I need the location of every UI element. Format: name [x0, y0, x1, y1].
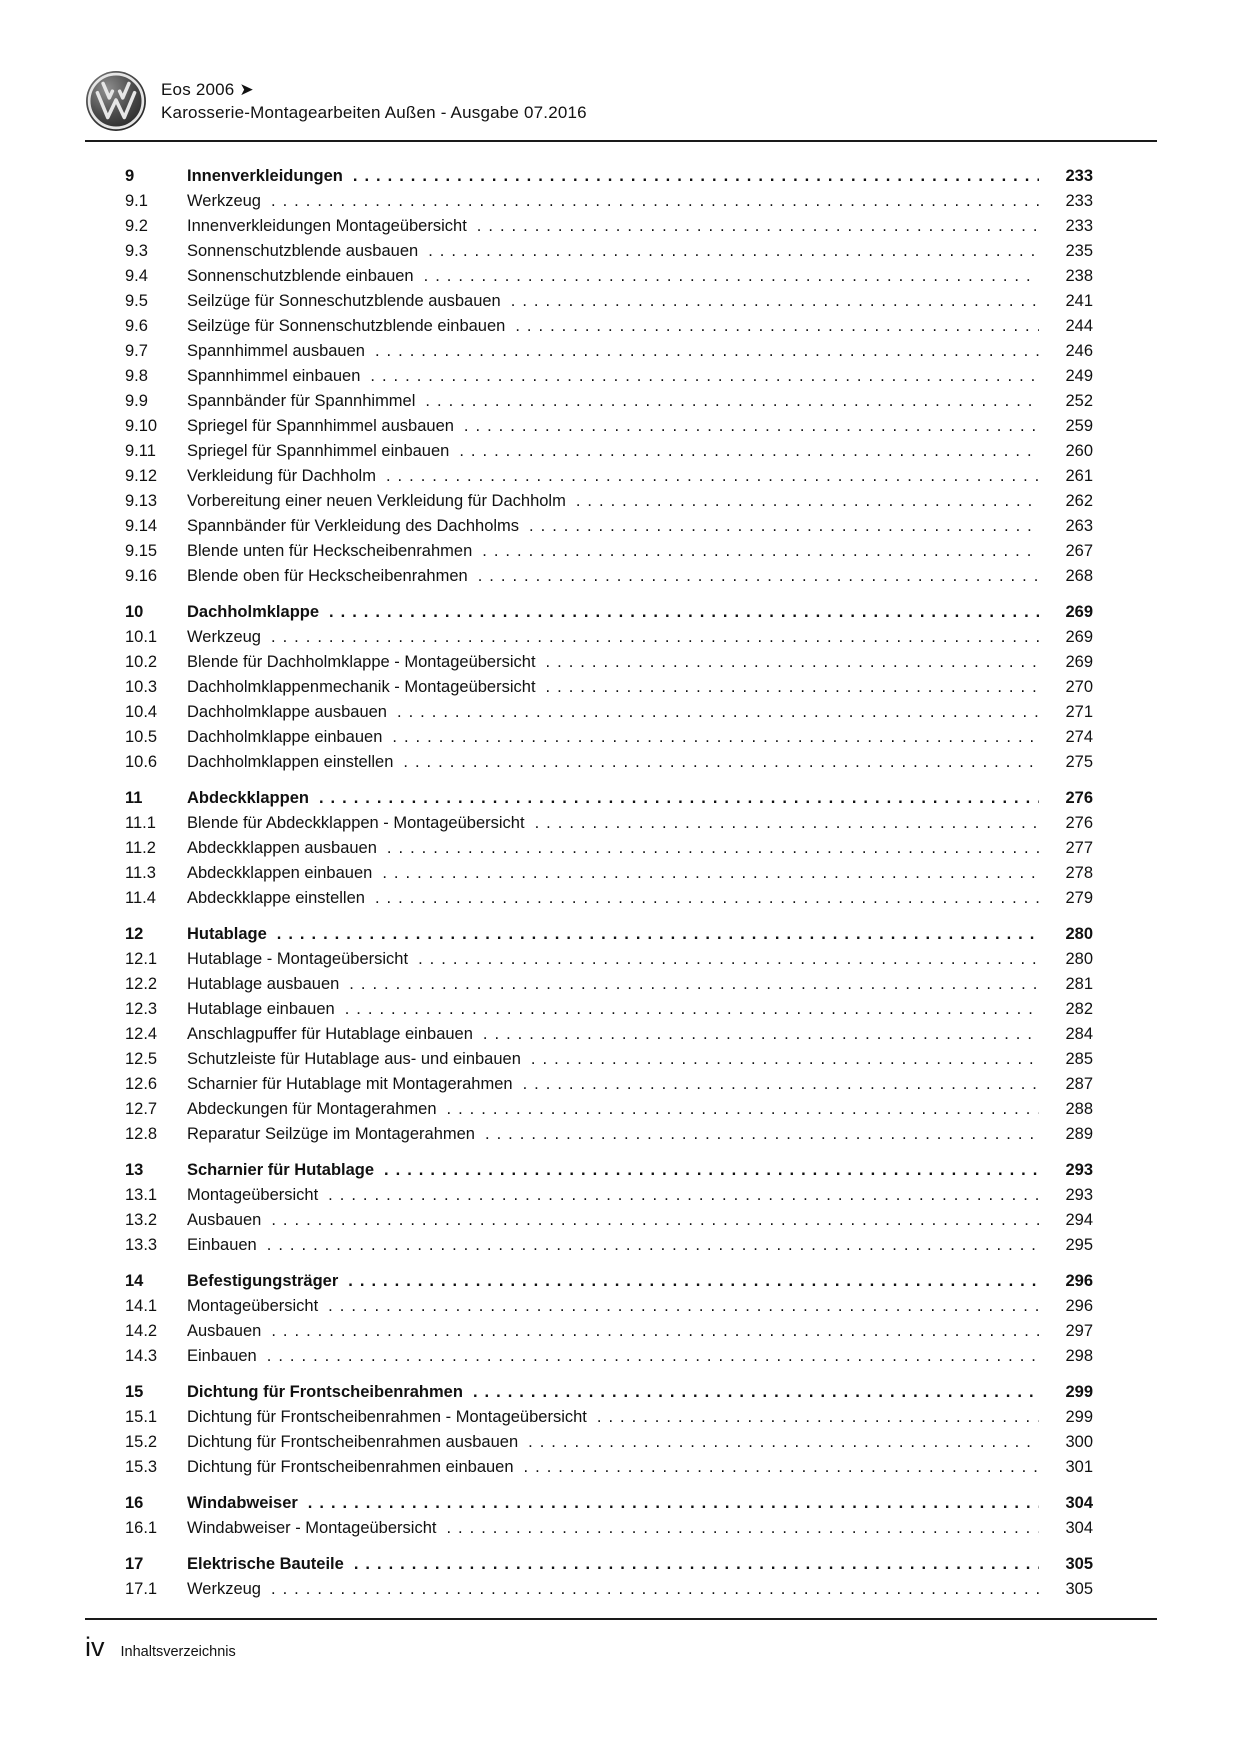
- toc-entry-number: 12.5: [125, 1050, 158, 1068]
- toc-dot-leader: [464, 414, 1039, 439]
- toc-entry-number: 12.3: [125, 1000, 158, 1018]
- toc-entry-title: Dachholmklappe einbauen: [187, 728, 383, 746]
- toc-dot-leader: [375, 339, 1039, 364]
- toc-row: [125, 314, 1093, 339]
- toc-row: [125, 1233, 1093, 1258]
- toc-dot-leader: [348, 1269, 1039, 1294]
- toc-entry-number: 12.4: [125, 1025, 158, 1043]
- footer-divider: [85, 1618, 1157, 1620]
- toc-dot-leader: [271, 1319, 1039, 1344]
- document-page: [85, 72, 1157, 1663]
- toc-entry-title: Spriegel für Spannhimmel ausbauen: [187, 417, 454, 435]
- toc-entry-number: 9.16: [125, 567, 158, 585]
- toc-dot-leader: [386, 464, 1039, 489]
- toc-row: [125, 564, 1093, 589]
- toc-entry-title: Scharnier für Hutablage: [187, 1161, 375, 1179]
- toc-dot-leader: [446, 1516, 1039, 1541]
- toc-entry-number: 14.2: [125, 1322, 158, 1340]
- toc-entry-number: 13.1: [125, 1186, 158, 1204]
- toc-entry-page: 294: [1065, 1211, 1093, 1229]
- toc-entry-title: Seilzüge für Sonneschutzblende ausbauen: [187, 292, 501, 310]
- toc-dot-leader: [576, 489, 1039, 514]
- toc-entry-title: Anschlagpuffer für Hutablage einbauen: [187, 1025, 473, 1043]
- toc-row: [125, 675, 1093, 700]
- toc-dot-leader: [375, 886, 1039, 911]
- toc-entry-page: 282: [1065, 1000, 1093, 1018]
- toc-entry-number: 9.7: [125, 342, 148, 360]
- toc-entry-number: 9.4: [125, 267, 148, 285]
- model-line: Eos 2006 ➤: [161, 80, 254, 99]
- toc-entry-title: Abdeckklappen einbauen: [187, 864, 373, 882]
- toc-dot-leader: [384, 1158, 1039, 1183]
- toc-entry-title: Seilzüge für Sonnenschutzblende einbauen: [187, 317, 506, 335]
- toc-entry-page: 267: [1065, 542, 1093, 560]
- toc-row: [125, 214, 1093, 239]
- toc-entry-page: 262: [1065, 492, 1093, 510]
- toc-row: [125, 836, 1093, 861]
- toc-entry-title: Ausbauen: [187, 1211, 262, 1229]
- toc-entry-title: Innenverkleidungen Montageübersicht: [187, 217, 467, 235]
- header-text: [161, 72, 587, 125]
- toc-entry-number: 12.1: [125, 950, 158, 968]
- toc-dot-leader: [267, 1233, 1039, 1258]
- toc-dot-leader: [528, 1430, 1039, 1455]
- toc-entry-title: Hutablage - Montageübersicht: [187, 950, 409, 968]
- toc-entry-page: 233: [1065, 217, 1093, 235]
- toc-entry-number: 9.11: [125, 442, 156, 460]
- toc-row: [125, 861, 1093, 886]
- toc-entry-title: Blende für Dachholmklappe - Montageübersicht: [187, 653, 536, 671]
- toc-dot-leader: [473, 1380, 1039, 1405]
- toc-row: [125, 1491, 1093, 1516]
- toc-entry-page: 276: [1065, 814, 1093, 832]
- toc-row: [125, 1022, 1093, 1047]
- toc-entry-page: 297: [1065, 1322, 1093, 1340]
- toc-dot-leader: [387, 836, 1039, 861]
- page-footer: [85, 1632, 1157, 1663]
- toc-entry-title: Dichtung für Frontscheibenrahmen - Montageübersicht: [187, 1408, 587, 1426]
- toc-entry-page: 299: [1065, 1408, 1093, 1426]
- toc-entry-page: 287: [1065, 1075, 1093, 1093]
- toc-entry-page: 244: [1065, 317, 1093, 335]
- toc-row: [125, 289, 1093, 314]
- toc-entry-page: 304: [1065, 1494, 1093, 1512]
- toc-dot-leader: [428, 239, 1039, 264]
- toc-dot-leader: [267, 1344, 1039, 1369]
- toc-row: [125, 922, 1093, 947]
- toc-entry-title: Spriegel für Spannhimmel einbauen: [187, 442, 450, 460]
- toc-row: [125, 414, 1093, 439]
- toc-row: [125, 1097, 1093, 1122]
- toc-entry-number: 13.3: [125, 1236, 158, 1254]
- toc-entry-title: Sonnenschutzblende einbauen: [187, 267, 414, 285]
- toc-row: [125, 1430, 1093, 1455]
- toc-entry-title: Vorbereitung einer neuen Verkleidung für Dachholm: [187, 492, 566, 510]
- toc-entry-page: 252: [1065, 392, 1093, 410]
- toc-entry-title: Einbauen: [187, 1347, 257, 1365]
- toc-entry-number: 9.15: [125, 542, 158, 560]
- toc-entry-page: 298: [1065, 1347, 1093, 1365]
- toc-entry-title: Innenverkleidungen: [187, 167, 343, 185]
- toc-entry-number: 17.1: [125, 1580, 158, 1598]
- toc-row: [125, 600, 1093, 625]
- toc-entry-number: 13: [125, 1161, 144, 1179]
- toc-row: [125, 725, 1093, 750]
- toc-entry-page: 300: [1065, 1433, 1093, 1451]
- toc-row: [125, 886, 1093, 911]
- toc-entry-title: Reparatur Seilzüge im Montagerahmen: [187, 1125, 475, 1143]
- toc-dot-leader: [597, 1405, 1039, 1430]
- toc-entry-title: Befestigungsträger: [187, 1272, 339, 1290]
- toc-dot-leader: [271, 1577, 1039, 1602]
- toc-entry-number: 16: [125, 1494, 144, 1512]
- toc-entry-page: 276: [1065, 789, 1093, 807]
- toc-dot-leader: [349, 972, 1039, 997]
- toc-row: [125, 264, 1093, 289]
- toc-entry-title: Ausbauen: [187, 1322, 262, 1340]
- toc-dot-leader: [271, 625, 1039, 650]
- toc-entry-title: Dichtung für Frontscheibenrahmen: [187, 1383, 463, 1401]
- toc-entry-page: 295: [1065, 1236, 1093, 1254]
- toc-row: [125, 1158, 1093, 1183]
- toc-entry-title: Scharnier für Hutablage mit Montagerahmen: [187, 1075, 513, 1093]
- toc-dot-leader: [319, 786, 1039, 811]
- toc-row: [125, 750, 1093, 775]
- toc-entry-number: 12.8: [125, 1125, 158, 1143]
- toc-entry-title: Hutablage einbauen: [187, 1000, 335, 1018]
- toc-entry-title: Sonnenschutzblende ausbauen: [187, 242, 419, 260]
- toc-dot-leader: [328, 1294, 1039, 1319]
- toc-dot-leader: [524, 1455, 1039, 1480]
- vw-logo-icon: [85, 70, 147, 132]
- toc-entry-number: 9.6: [125, 317, 148, 335]
- toc-entry-number: 15.1: [125, 1408, 158, 1426]
- toc-dot-leader: [483, 1022, 1039, 1047]
- toc-entry-page: 296: [1065, 1272, 1093, 1290]
- toc-entry-page: 304: [1065, 1519, 1093, 1537]
- toc-row: [125, 947, 1093, 972]
- toc-entry-number: 10.2: [125, 653, 158, 671]
- toc-entry-number: 9: [125, 167, 135, 185]
- toc-dot-leader: [482, 539, 1039, 564]
- toc-entry-title: Werkzeug: [187, 1580, 261, 1598]
- toc-entry-title: Blende oben für Heckscheibenrahmen: [187, 567, 468, 585]
- toc-entry-number: 14.3: [125, 1347, 158, 1365]
- toc-dot-leader: [345, 997, 1039, 1022]
- toc-dot-leader: [271, 189, 1039, 214]
- toc-dot-leader: [447, 1097, 1040, 1122]
- toc: [85, 164, 1157, 1602]
- toc-dot-leader: [353, 164, 1039, 189]
- toc-row: [125, 1552, 1093, 1577]
- toc-entry-page: 305: [1065, 1580, 1093, 1598]
- toc-row: [125, 339, 1093, 364]
- toc-entry-title: Einbauen: [187, 1236, 257, 1254]
- toc-entry-page: 233: [1065, 192, 1093, 210]
- toc-row: [125, 1122, 1093, 1147]
- toc-entry-title: Werkzeug: [187, 628, 261, 646]
- toc-dot-leader: [459, 439, 1039, 464]
- toc-entry-page: 293: [1065, 1161, 1093, 1179]
- toc-entry-number: 9.10: [125, 417, 158, 435]
- toc-entry-page: 269: [1065, 628, 1093, 646]
- toc-entry-page: 289: [1065, 1125, 1093, 1143]
- toc-row: [125, 1047, 1093, 1072]
- toc-dot-leader: [477, 214, 1039, 239]
- toc-entry-number: 11.3: [125, 864, 156, 882]
- toc-row: [125, 1269, 1093, 1294]
- toc-entry-page: 280: [1065, 950, 1093, 968]
- toc-entry-title: Abdeckklappen ausbauen: [187, 839, 377, 857]
- toc-dot-leader: [329, 600, 1039, 625]
- toc-entry-number: 10.5: [125, 728, 158, 746]
- toc-entry-title: Abdeckungen für Montagerahmen: [187, 1100, 437, 1118]
- toc-row: [125, 1183, 1093, 1208]
- toc-entry-number: 9.1: [125, 192, 148, 210]
- page-header: [85, 72, 1157, 132]
- toc-entry-title: Dachholmklappe: [187, 603, 320, 621]
- toc-dot-leader: [397, 700, 1039, 725]
- toc-entry-number: 12.2: [125, 975, 158, 993]
- toc-entry-title: Blende für Abdeckklappen - Montageübersicht: [187, 814, 525, 832]
- toc-entry-number: 15.3: [125, 1458, 158, 1476]
- toc-entry-number: 9.12: [125, 467, 158, 485]
- toc-entry-title: Windabweiser - Montageübersicht: [187, 1519, 437, 1537]
- toc-entry-page: 271: [1065, 703, 1093, 721]
- toc-row: [125, 972, 1093, 997]
- toc-entry-number: 10.1: [125, 628, 158, 646]
- toc-row: [125, 364, 1093, 389]
- toc-entry-page: 293: [1065, 1186, 1093, 1204]
- toc-entry-page: 270: [1065, 678, 1093, 696]
- toc-entry-number: 14.1: [125, 1297, 158, 1315]
- toc-entry-title: Spannbänder für Spannhimmel: [187, 392, 416, 410]
- toc-entry-number: 9.5: [125, 292, 148, 310]
- footer-page-number: iv: [85, 1632, 105, 1662]
- toc-entry-page: 268: [1065, 567, 1093, 585]
- toc-dot-leader: [511, 289, 1039, 314]
- toc-row: [125, 164, 1093, 189]
- toc-entry-title: Dichtung für Frontscheibenrahmen ausbauen: [187, 1433, 519, 1451]
- toc-dot-leader: [328, 1183, 1039, 1208]
- toc-entry-page: 299: [1065, 1383, 1093, 1401]
- toc-row: [125, 650, 1093, 675]
- toc-entry-page: 285: [1065, 1050, 1093, 1068]
- toc-entry-page: 288: [1065, 1100, 1093, 1118]
- toc-entry-page: 284: [1065, 1025, 1093, 1043]
- toc-dot-leader: [370, 364, 1039, 389]
- toc-entry-page: 261: [1065, 467, 1093, 485]
- toc-entry-title: Verkleidung für Dachholm: [187, 467, 376, 485]
- toc-row: [125, 439, 1093, 464]
- toc-dot-leader: [546, 650, 1039, 675]
- toc-entry-number: 11.1: [125, 814, 156, 832]
- toc-dot-leader: [425, 389, 1039, 414]
- toc-row: [125, 189, 1093, 214]
- toc-entry-page: 259: [1065, 417, 1093, 435]
- toc-entry-title: Hutablage ausbauen: [187, 975, 340, 993]
- toc-row: [125, 389, 1093, 414]
- toc-row: [125, 811, 1093, 836]
- toc-entry-page: 260: [1065, 442, 1093, 460]
- toc-row: [125, 1208, 1093, 1233]
- toc-dot-leader: [418, 947, 1039, 972]
- toc-entry-number: 9.13: [125, 492, 158, 510]
- toc-dot-leader: [277, 922, 1039, 947]
- toc-entry-page: 241: [1065, 292, 1093, 310]
- toc-entry-title: Blende unten für Heckscheibenrahmen: [187, 542, 473, 560]
- toc-entry-title: Abdeckklappen: [187, 789, 309, 807]
- toc-entry-title: Werkzeug: [187, 192, 261, 210]
- toc-row: [125, 625, 1093, 650]
- toc-entry-page: 238: [1065, 267, 1093, 285]
- toc-entry-number: 10.4: [125, 703, 158, 721]
- toc-entry-page: 235: [1065, 242, 1093, 260]
- toc-dot-leader: [531, 1047, 1039, 1072]
- toc-row: [125, 1405, 1093, 1430]
- toc-entry-page: 249: [1065, 367, 1093, 385]
- toc-row: [125, 700, 1093, 725]
- toc-entry-number: 16.1: [125, 1519, 158, 1537]
- toc-entry-page: 280: [1065, 925, 1093, 943]
- toc-entry-page: 275: [1065, 753, 1093, 771]
- toc-row: [125, 786, 1093, 811]
- toc-entry-number: 11.2: [125, 839, 156, 857]
- toc-row: [125, 514, 1093, 539]
- toc-entry-number: 10.3: [125, 678, 158, 696]
- toc-entry-title: Elektrische Bauteile: [187, 1555, 344, 1573]
- toc-entry-title: Montageübersicht: [187, 1186, 319, 1204]
- toc-row: [125, 1516, 1093, 1541]
- toc-entry-page: 274: [1065, 728, 1093, 746]
- toc-entry-title: Spannhimmel einbauen: [187, 367, 361, 385]
- toc-row: [125, 1577, 1093, 1602]
- toc-entry-number: 12.6: [125, 1075, 158, 1093]
- toc-dot-leader: [424, 264, 1039, 289]
- toc-row: [125, 489, 1093, 514]
- toc-dot-leader: [523, 1072, 1039, 1097]
- toc-entry-page: 263: [1065, 517, 1093, 535]
- toc-entry-title: Spannbänder für Verkleidung des Dachholms: [187, 517, 520, 535]
- toc-entry-title: Dachholmklappen einstellen: [187, 753, 394, 771]
- toc-entry-number: 9.2: [125, 217, 148, 235]
- toc-entry-number: 15: [125, 1383, 144, 1401]
- toc-entry-page: 269: [1065, 653, 1093, 671]
- toc-entry-number: 15.2: [125, 1433, 158, 1451]
- toc-row: [125, 997, 1093, 1022]
- toc-dot-leader: [354, 1552, 1039, 1577]
- toc-entry-number: 10: [125, 603, 144, 621]
- toc-entry-number: 12.7: [125, 1100, 158, 1118]
- toc-entry-page: 246: [1065, 342, 1093, 360]
- toc-entry-page: 301: [1065, 1458, 1093, 1476]
- toc-entry-title: Windabweiser: [187, 1494, 298, 1512]
- toc-entry-page: 233: [1065, 167, 1093, 185]
- toc-dot-leader: [478, 564, 1039, 589]
- document-title: Karosserie-Montagearbeiten Außen - Ausgabe 07.2016: [161, 103, 587, 123]
- toc-entry-title: Dichtung für Frontscheibenrahmen einbauen: [187, 1458, 514, 1476]
- toc-entry-title: Spannhimmel ausbauen: [187, 342, 365, 360]
- toc-dot-leader: [271, 1208, 1039, 1233]
- toc-dot-leader: [515, 314, 1039, 339]
- toc-row: [125, 1319, 1093, 1344]
- toc-dot-leader: [403, 750, 1039, 775]
- toc-dot-leader: [535, 811, 1039, 836]
- toc-entry-number: 17: [125, 1555, 144, 1573]
- toc-entry-number: 9.14: [125, 517, 158, 535]
- toc-entry-number: 11: [125, 789, 143, 807]
- toc-entry-page: 296: [1065, 1297, 1093, 1315]
- toc-row: [125, 1344, 1093, 1369]
- toc-entry-number: 13.2: [125, 1211, 158, 1229]
- footer-section-label: Inhaltsverzeichnis: [120, 1644, 236, 1660]
- toc-row: [125, 1380, 1093, 1405]
- toc-row: [125, 1072, 1093, 1097]
- toc-entry-page: 278: [1065, 864, 1093, 882]
- toc-dot-leader: [392, 725, 1039, 750]
- toc-dot-leader: [485, 1122, 1039, 1147]
- toc-entry-page: 281: [1065, 975, 1093, 993]
- toc-entry-number: 12: [125, 925, 144, 943]
- toc-row: [125, 539, 1093, 564]
- header-divider: [85, 140, 1157, 142]
- toc-entry-title: Montageübersicht: [187, 1297, 319, 1315]
- toc-row: [125, 1455, 1093, 1480]
- toc-entry-number: 10.6: [125, 753, 158, 771]
- toc-entry-title: Dachholmklappe ausbauen: [187, 703, 387, 721]
- toc-row: [125, 239, 1093, 264]
- toc-entry-number: 9.9: [125, 392, 148, 410]
- toc-entry-number: 9.3: [125, 242, 148, 260]
- toc-dot-leader: [308, 1491, 1039, 1516]
- toc-entry-number: 14: [125, 1272, 144, 1290]
- toc-entry-number: 11.4: [125, 889, 156, 907]
- toc-entry-page: 305: [1065, 1555, 1093, 1573]
- toc-dot-leader: [546, 675, 1039, 700]
- toc-entry-number: 9.8: [125, 367, 148, 385]
- toc-dot-leader: [529, 514, 1039, 539]
- toc-entry-page: 269: [1065, 603, 1093, 621]
- toc-dot-leader: [382, 861, 1039, 886]
- toc-entry-title: Abdeckklappe einstellen: [187, 889, 365, 907]
- toc-entry-title: Hutablage: [187, 925, 267, 943]
- toc-entry-title: Dachholmklappenmechanik - Montageübersicht: [187, 678, 536, 696]
- toc-entry-page: 277: [1065, 839, 1093, 857]
- toc-entry-title: Schutzleiste für Hutablage aus- und einbauen: [187, 1050, 521, 1068]
- toc-row: [125, 1294, 1093, 1319]
- toc-entry-page: 279: [1065, 889, 1093, 907]
- toc-row: [125, 464, 1093, 489]
